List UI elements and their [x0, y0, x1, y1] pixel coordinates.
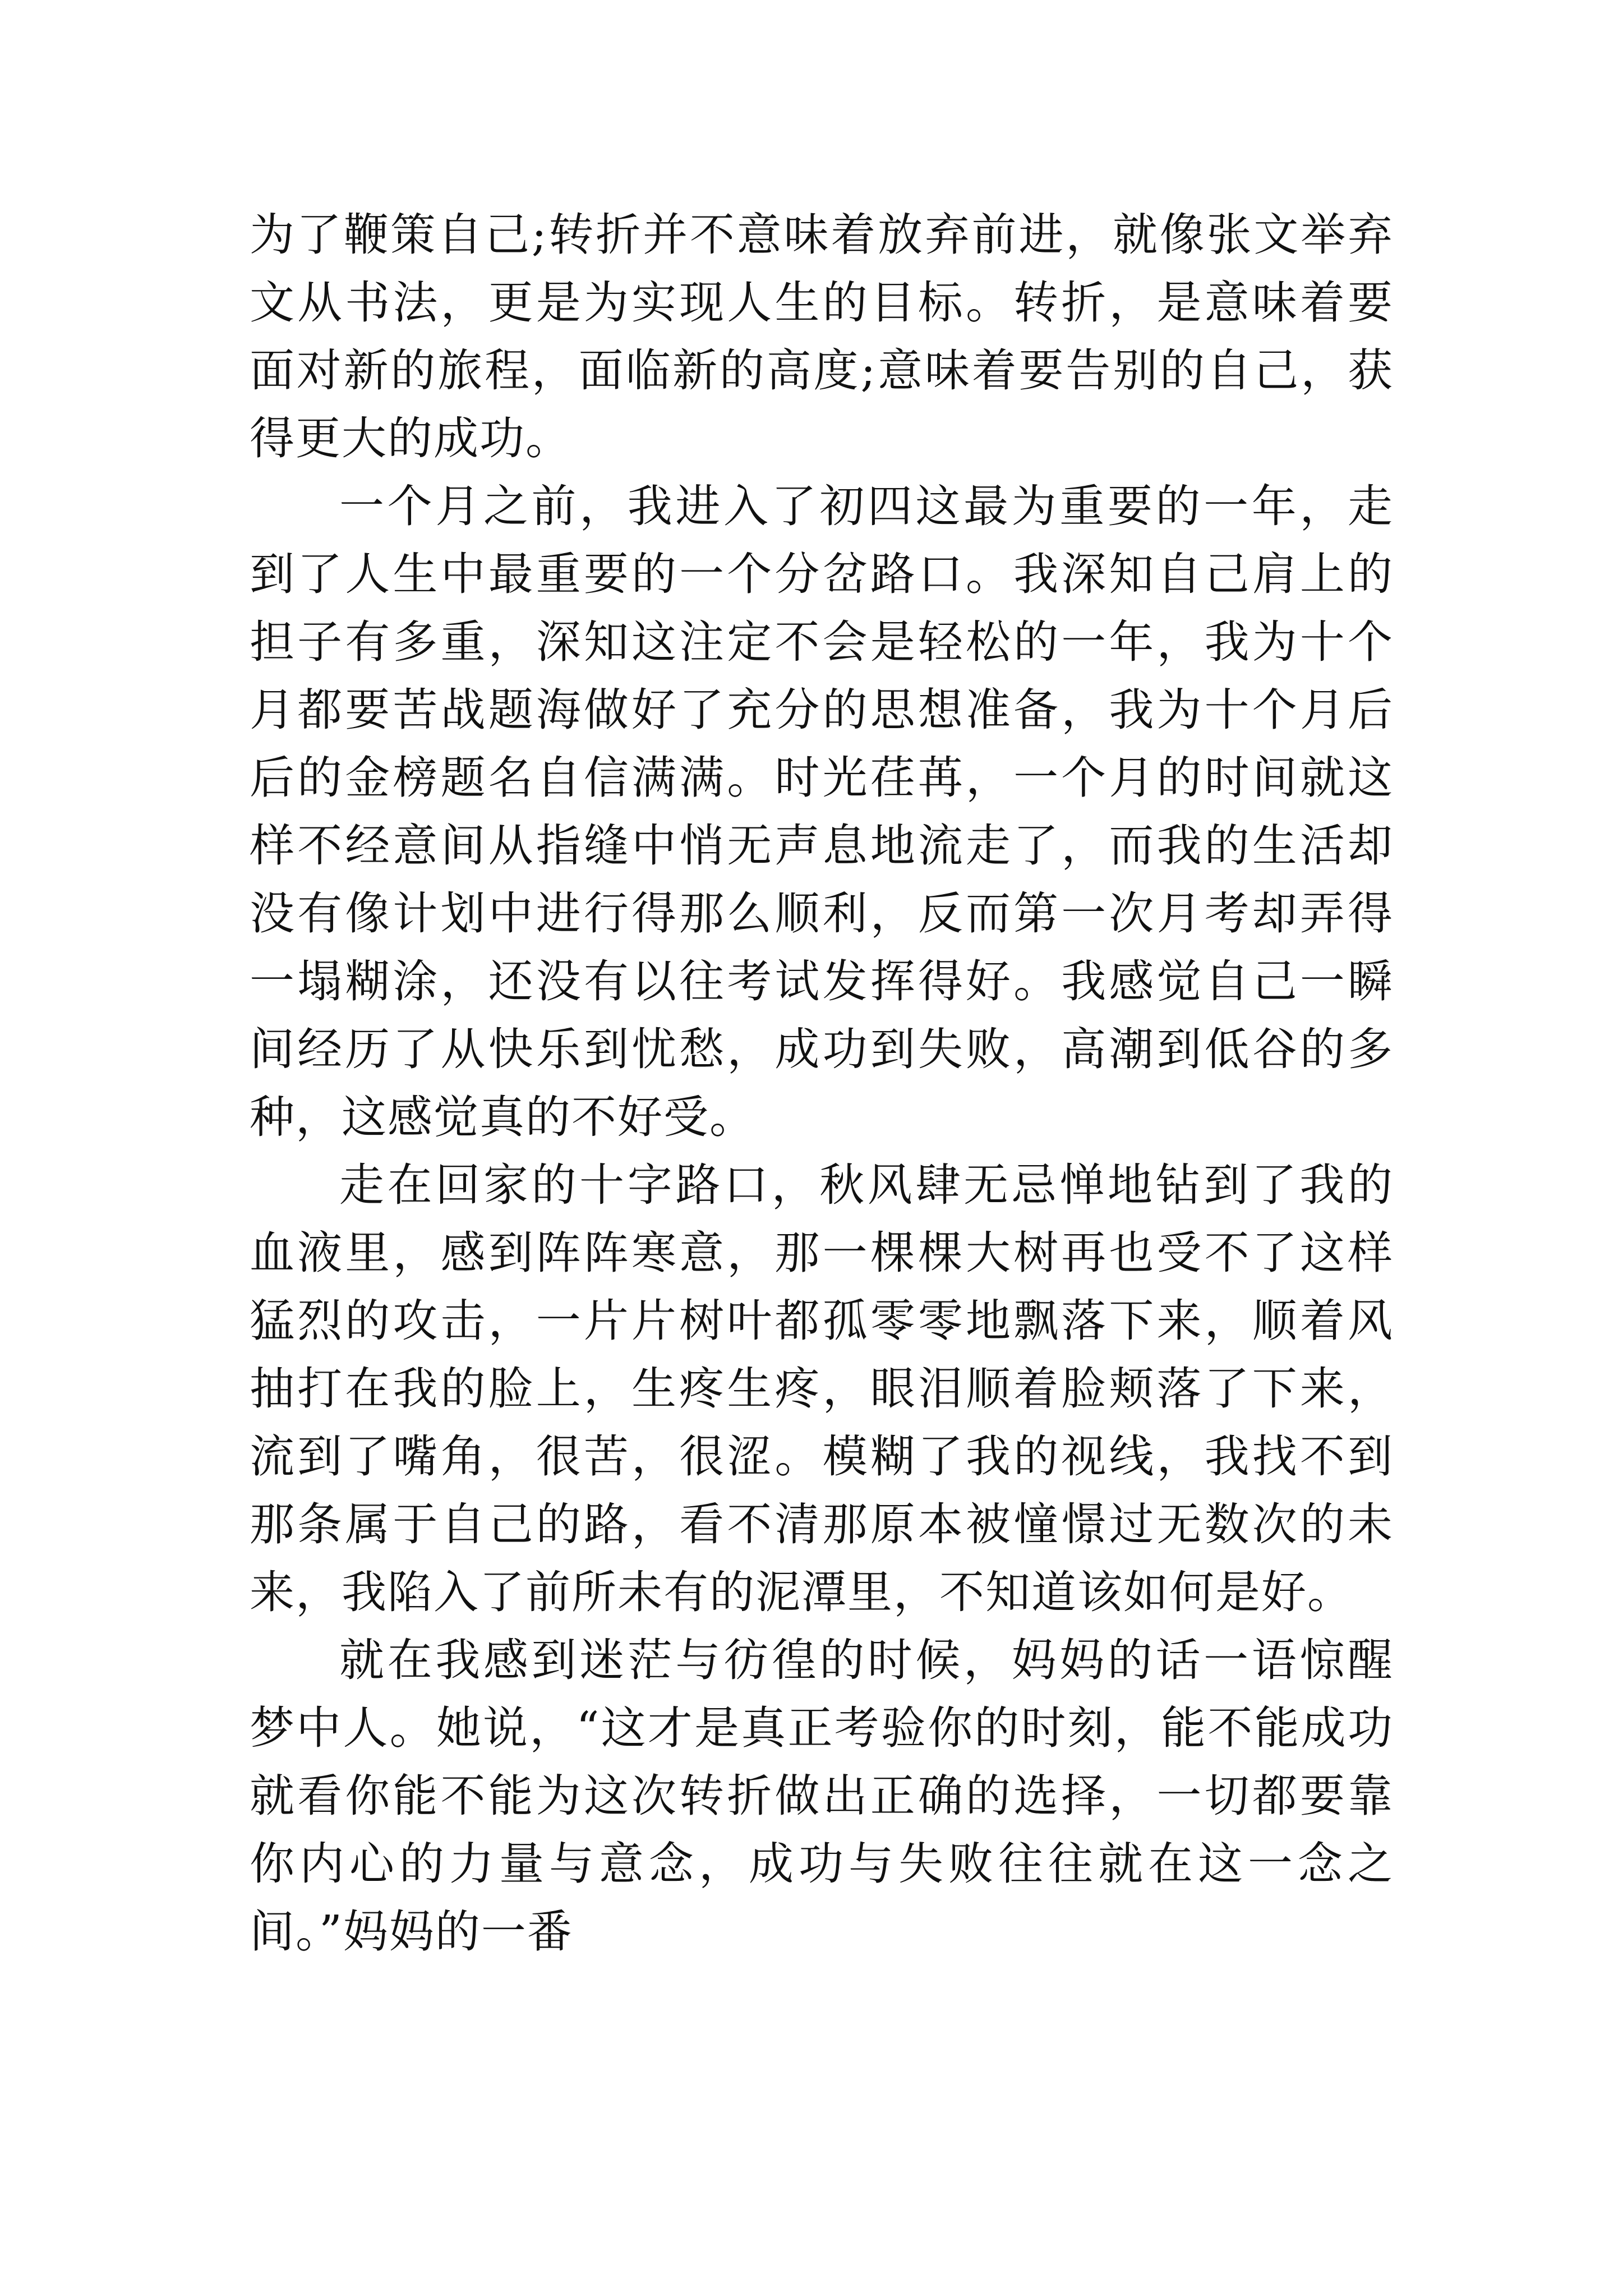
paragraph-1: 为了鞭策自己;转折并不意味着放弃前进，就像张文举弃文从书法，更是为实现人生的目标。转折，是意味着要面对新的旅程，面临新的高度;意味着要告别的自己，获得更大的成功。 [250, 209, 1394, 464]
document-body [250, 201, 1394, 1966]
paragraph-4: 就在我感到迷茫与彷徨的时候，妈妈的话一语惊醒梦中人。她说，“这才是真正考验你的时刻，能不能成功就看你能不能为这次转折做出正确的选择，一切都要靠你内心的力量与意念，成功与失败往往就在这一念之间。”妈妈的一番 [250, 1634, 1394, 1958]
paragraph-2: 一个月之前，我进入了初四这最为重要的一年，走到了人生中最重要的一个分岔路口。我深知自己肩上的担子有多重，深知这注定不会是轻松的一年，我为十个月都要苦战题海做好了充分的思想准备，我为十个月后后的金榜题名自信满满。时光荏苒，一个月的时间就这样不经意间从指缝中悄无声息地流走了，而我的生活却没有像计划中进行得那么顺利，反而第一次月考却弄得一塌糊涂，还没有以往考试发挥得好。我感觉自己一瞬间经历了从快乐到忧愁，成功到失败，高潮到低谷的多种，这感觉真的不好受。 [250, 480, 1394, 1143]
paragraph-3: 走在回家的十字路口，秋风肆无忌惮地钻到了我的血液里，感到阵阵寒意，那一棵棵大树再也受不了这样猛烈的攻击，一片片树叶都孤零零地飘落下来，顺着风抽打在我的脸上，生疼生疼，眼泪顺着脸颊落了下来，流到了嘴角，很苦，很涩。模糊了我的视线，我找不到那条属于自己的路，看不清那原本被憧憬过无数次的未来，我陷入了前所未有的泥潭里，不知道该如何是好。 [250, 1159, 1394, 1618]
